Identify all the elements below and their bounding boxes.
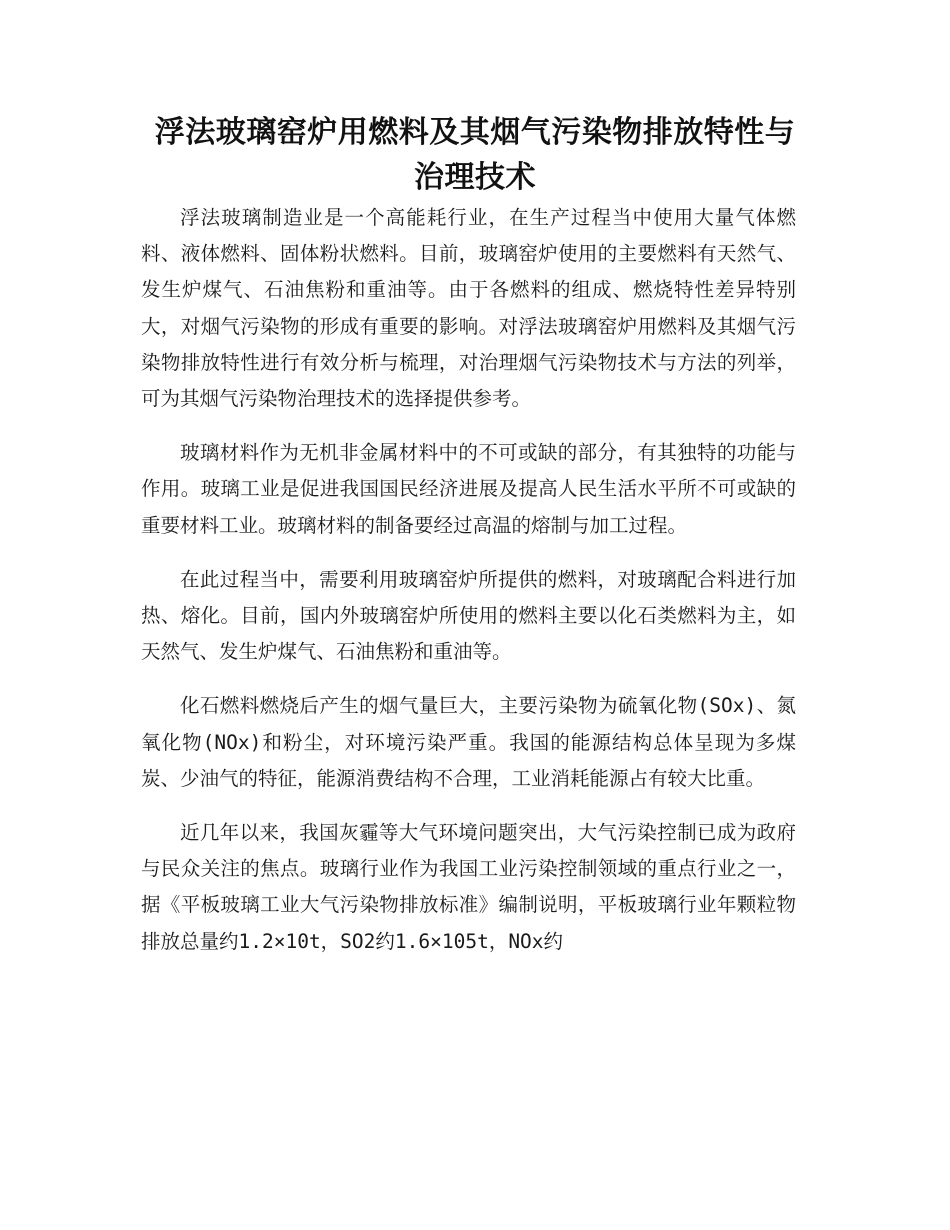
paragraph: 在此过程当中，需要利用玻璃窑炉所提供的燃料，对玻璃配合料进行加热、熔化。目前，国内外玻璃窑炉所使用的燃料主要以化石类燃料为主，如天然气、发生炉煤气、石油焦粉和重油等。 (141, 567, 796, 664)
paragraph: 浮法玻璃制造业是一个高能耗行业，在生产过程当中使用大量气体燃料、液体燃料、固体粉状燃料。目前，玻璃窑炉使用的主要燃料有天然气、发生炉煤气、石油焦粉和重油等。由于各燃料的组成、燃烧特性差异特别大，对烟气污染物的形成有重要的影响。对浮法玻璃窑炉用燃料及其烟气污染物排放特性进行有效分析与梳理，对治理烟气污染物技术与方法的列举，可为其烟气污染物治理技术的选择提供参考。 (141, 206, 796, 411)
paragraph: 近几年以来，我国灰霾等大气环境问题突出，大气污染控制已成为政府与民众关注的焦点。玻璃行业作为我国工业污染控制领域的重点行业之一，据《平板玻璃工业大气污染物排放标准》编制说明，平板玻璃行业年颗粒物排放总量约1.2×10t，SO2约1.6×105t，NOx约 (141, 821, 796, 953)
paragraph: 玻璃材料作为无机非金属材料中的不可或缺的部分，有其独特的功能与作用。玻璃工业是促进我国国民经济进展及提高人民生活水平所不可或缺的重要材料工业。玻璃材料的制备要经过高温的熔制与加工过程。 (141, 441, 796, 537)
document-title: 浮法玻璃窑炉用燃料及其烟气污染物排放特性与治理技术 (154, 115, 796, 195)
document-body (141, 200, 796, 978)
paragraph: 化石燃料燃烧后产生的烟气量巨大，主要污染物为硫氧化物(SOx)、氮氧化物(NOx)和粉尘，对环境污染严重。我国的能源结构总体呈现为多煤炭、少油气的特征，能源消费结构不合理，工业消耗能源占有较大比重。 (141, 694, 796, 790)
